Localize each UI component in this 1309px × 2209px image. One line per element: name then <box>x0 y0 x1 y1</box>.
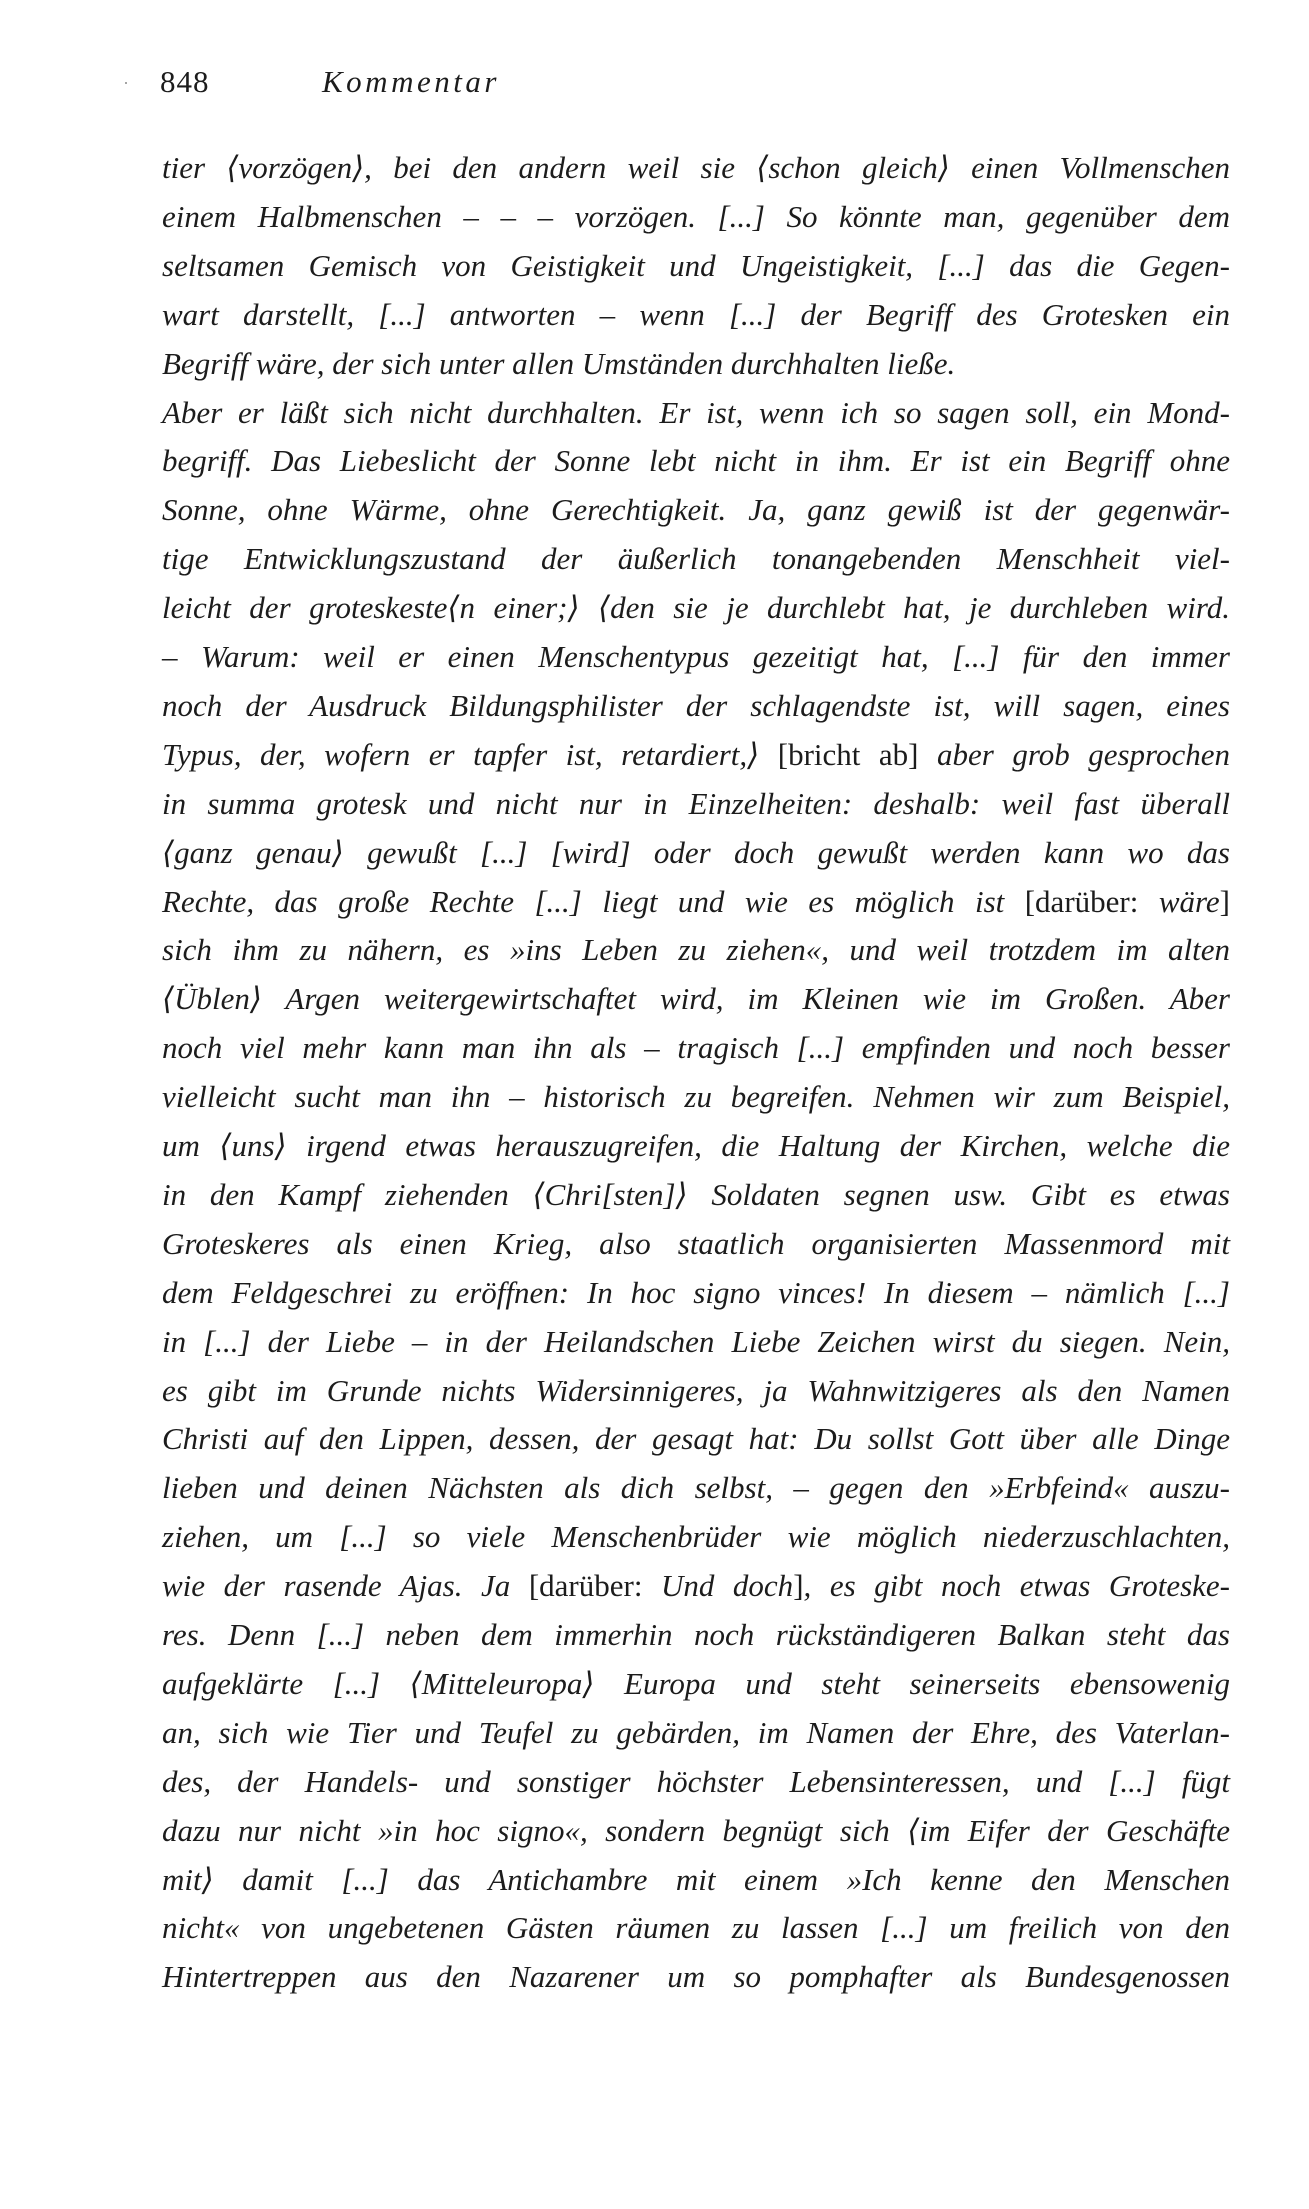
text-segment: – Warum: weil er einen Menschentypus gezeitigt hat, [...] für den immer <box>162 639 1230 674</box>
text-line <box>162 1566 1230 1606</box>
text-line <box>162 1860 1230 1900</box>
text-segment: nicht« von ungebetenen Gästen räumen zu lassen [...] um freilich von den <box>162 1910 1230 1946</box>
text-line <box>162 1077 1230 1117</box>
text-segment: ⟨ganz genau⟩ gewußt [...] [wird] oder doch gewußt werden kann wo das <box>162 834 1230 870</box>
text-line <box>162 637 1230 677</box>
text-segment: tige Entwicklungszustand der äußerlich tonangebenden Menschheit viel- <box>162 541 1230 577</box>
text-line <box>162 979 1230 1019</box>
text-line <box>162 490 1230 530</box>
text-segment: Typus, der, wofern er tapfer ist, retardiert,⟩ <box>162 736 778 772</box>
text-line <box>162 1126 1230 1166</box>
text-segment: einem Halbmenschen – – – vorzögen. [...] So könnte man, gegenüber dem <box>162 198 1230 234</box>
text-line <box>162 246 1230 286</box>
text-line <box>162 539 1230 579</box>
text-segment: vielleicht sucht man ihn – historisch zu begreifen. Nehmen wir zum Beispiel, <box>162 1079 1230 1115</box>
text-line <box>162 1371 1230 1411</box>
text-segment: wie der rasende Ajas. Ja <box>162 1568 529 1604</box>
text-line <box>162 882 1230 922</box>
text-line <box>162 686 1230 726</box>
text-line <box>162 1762 1230 1802</box>
text-segment: aufgeklärte [...] ⟨Mitteleuropa⟩ Europa und steht seinerseits ebensowenig <box>162 1665 1230 1701</box>
text-segment: Und doch <box>660 1568 794 1604</box>
text-line <box>162 930 1230 970</box>
text-segment: in [...] der Liebe – in der Heilandschen Liebe Zeichen wirst du siegen. Nein, <box>162 1323 1230 1359</box>
text-segment: dem Feldgeschrei zu eröffnen: In hoc signo vinces! In diesem – nämlich [...] <box>162 1274 1230 1310</box>
text-segment: , es gibt noch etwas Groteske- <box>803 1568 1230 1604</box>
text-line <box>162 148 1230 188</box>
text-segment: Groteskeres als einen Krieg, also staatlich organisierten Massenmord mit <box>162 1225 1230 1261</box>
text-segment: dazu nur nicht »in hoc signo«, sondern begnügt sich ⟨im Eifer der Geschäfte <box>162 1812 1230 1848</box>
text-line <box>162 1322 1230 1362</box>
text-segment: es gibt im Grunde nichts Widersinnigeres, ja Wahnwitzigeres als den Namen <box>162 1372 1230 1408</box>
text-segment: Sonne, ohne Wärme, ohne Gerechtigkeit. Ja, ganz gewiß ist der gegenwär- <box>162 492 1230 528</box>
text-segment: lieben und deinen Nächsten als dich selbst, – gegen den »Erbfeind« auszu- <box>162 1470 1230 1506</box>
text-segment: aber grob gesprochen <box>918 736 1230 772</box>
text-segment: ⟨Üblen⟩ Argen weitergewirtschaftet wird, im Kleinen wie im Großen. Aber <box>162 981 1230 1017</box>
text-line <box>162 1273 1230 1313</box>
text-line <box>162 784 1230 824</box>
text-line <box>162 1713 1230 1753</box>
text-line <box>162 1615 1230 1655</box>
editorial-note: [bricht ab] <box>777 736 919 772</box>
scan-speck <box>125 82 127 84</box>
text-line <box>162 197 1230 237</box>
text-segment: ziehen, um [...] so viele Menschenbrüder wie möglich niederzuschlachten, <box>162 1519 1230 1555</box>
text-segment: Rechte, das große Rechte [...] liegt und wie es möglich ist <box>162 883 1025 919</box>
text-segment: noch viel mehr kann man ihn als – tragisch [...] empfinden und noch besser <box>162 1030 1230 1066</box>
text-line <box>162 1419 1230 1459</box>
text-segment: an, sich wie Tier und Teufel zu gebärden, im Namen der Ehre, des Vaterlan- <box>162 1714 1230 1750</box>
text-line <box>162 735 1230 775</box>
page-number: 848 <box>160 64 210 99</box>
editorial-note: [darüber: <box>1024 883 1159 919</box>
text-line <box>162 1811 1230 1851</box>
text-line <box>162 1664 1230 1704</box>
text-segment: begriff. Das Liebeslicht der Sonne lebt nicht in ihm. Er ist ein Begriff ohne <box>162 443 1230 479</box>
text-segment: wart darstellt, [...] antworten – wenn [...] der Begriff des Grotesken ein <box>162 296 1230 332</box>
text-line <box>162 588 1230 628</box>
text-segment: noch der Ausdruck Bildungsphilister der schlagendste ist, will sagen, eines <box>162 687 1230 723</box>
text-line <box>162 1175 1230 1215</box>
text-line <box>162 1224 1230 1264</box>
text-line <box>162 295 1230 335</box>
text-segment: des, der Handels- und sonstiger höchster Lebensinteressen, und [...] fügt <box>162 1763 1230 1799</box>
text-segment: leicht der groteskeste⟨n einer;⟩ ⟨den sie je durchlebt hat, je durchleben wird. <box>162 590 1230 626</box>
text-segment: wäre <box>1158 883 1220 919</box>
editorial-note: ] <box>793 1568 804 1604</box>
text-line <box>162 1468 1230 1508</box>
text-segment: seltsamen Gemisch von Geistigkeit und Ungeistigkeit, [...] das die Gegen- <box>162 247 1230 283</box>
text-segment: Christi auf den Lippen, dessen, der gesagt hat: Du sollst Gott über alle Dinge <box>162 1421 1230 1457</box>
text-line <box>162 393 1230 433</box>
text-segment: in den Kampf ziehenden ⟨Chri[sten]⟩ Soldaten segnen usw. Gibt es etwas <box>162 1176 1230 1212</box>
text-segment: Aber er läßt sich nicht durchhalten. Er ist, wenn ich so sagen soll, ein Mond- <box>162 394 1230 430</box>
text-segment: in summa grotesk und nicht nur in Einzelheiten: deshalb: weil fast überall <box>162 785 1230 821</box>
running-head-title: Kommentar <box>322 64 500 99</box>
text-line <box>162 833 1230 873</box>
text-line <box>162 1957 1230 1997</box>
text-line <box>162 344 1230 384</box>
text-segment: sich ihm zu nähern, es »ins Leben zu ziehen«, und weil trotzdem im alten <box>162 932 1230 968</box>
text-line <box>162 1908 1230 1948</box>
editorial-note: [darüber: <box>528 1568 661 1604</box>
text-segment: tier ⟨vorzögen⟩, bei den andern weil sie ⟨schon gleich⟩ einen Vollmenschen <box>162 150 1230 185</box>
text-line <box>162 1028 1230 1068</box>
text-segment: um ⟨uns⟩ irgend etwas herauszugreifen, die Haltung der Kirchen, welche die <box>162 1128 1230 1163</box>
text-segment: Hintertreppen aus den Nazarener um so pomphafter als Bundesgenossen <box>162 1959 1230 1995</box>
text-line <box>162 441 1230 481</box>
text-line <box>162 1517 1230 1557</box>
text-segment: Begriff wäre, der sich unter allen Umständen durchhalten ließe. <box>162 345 956 381</box>
text-segment: res. Denn [...] neben dem immerhin noch rückständigeren Balkan steht das <box>162 1617 1230 1652</box>
editorial-note: ] <box>1219 883 1230 919</box>
text-segment: mit⟩ damit [...] das Antichambre mit einem »Ich kenne den Menschen <box>162 1861 1230 1897</box>
